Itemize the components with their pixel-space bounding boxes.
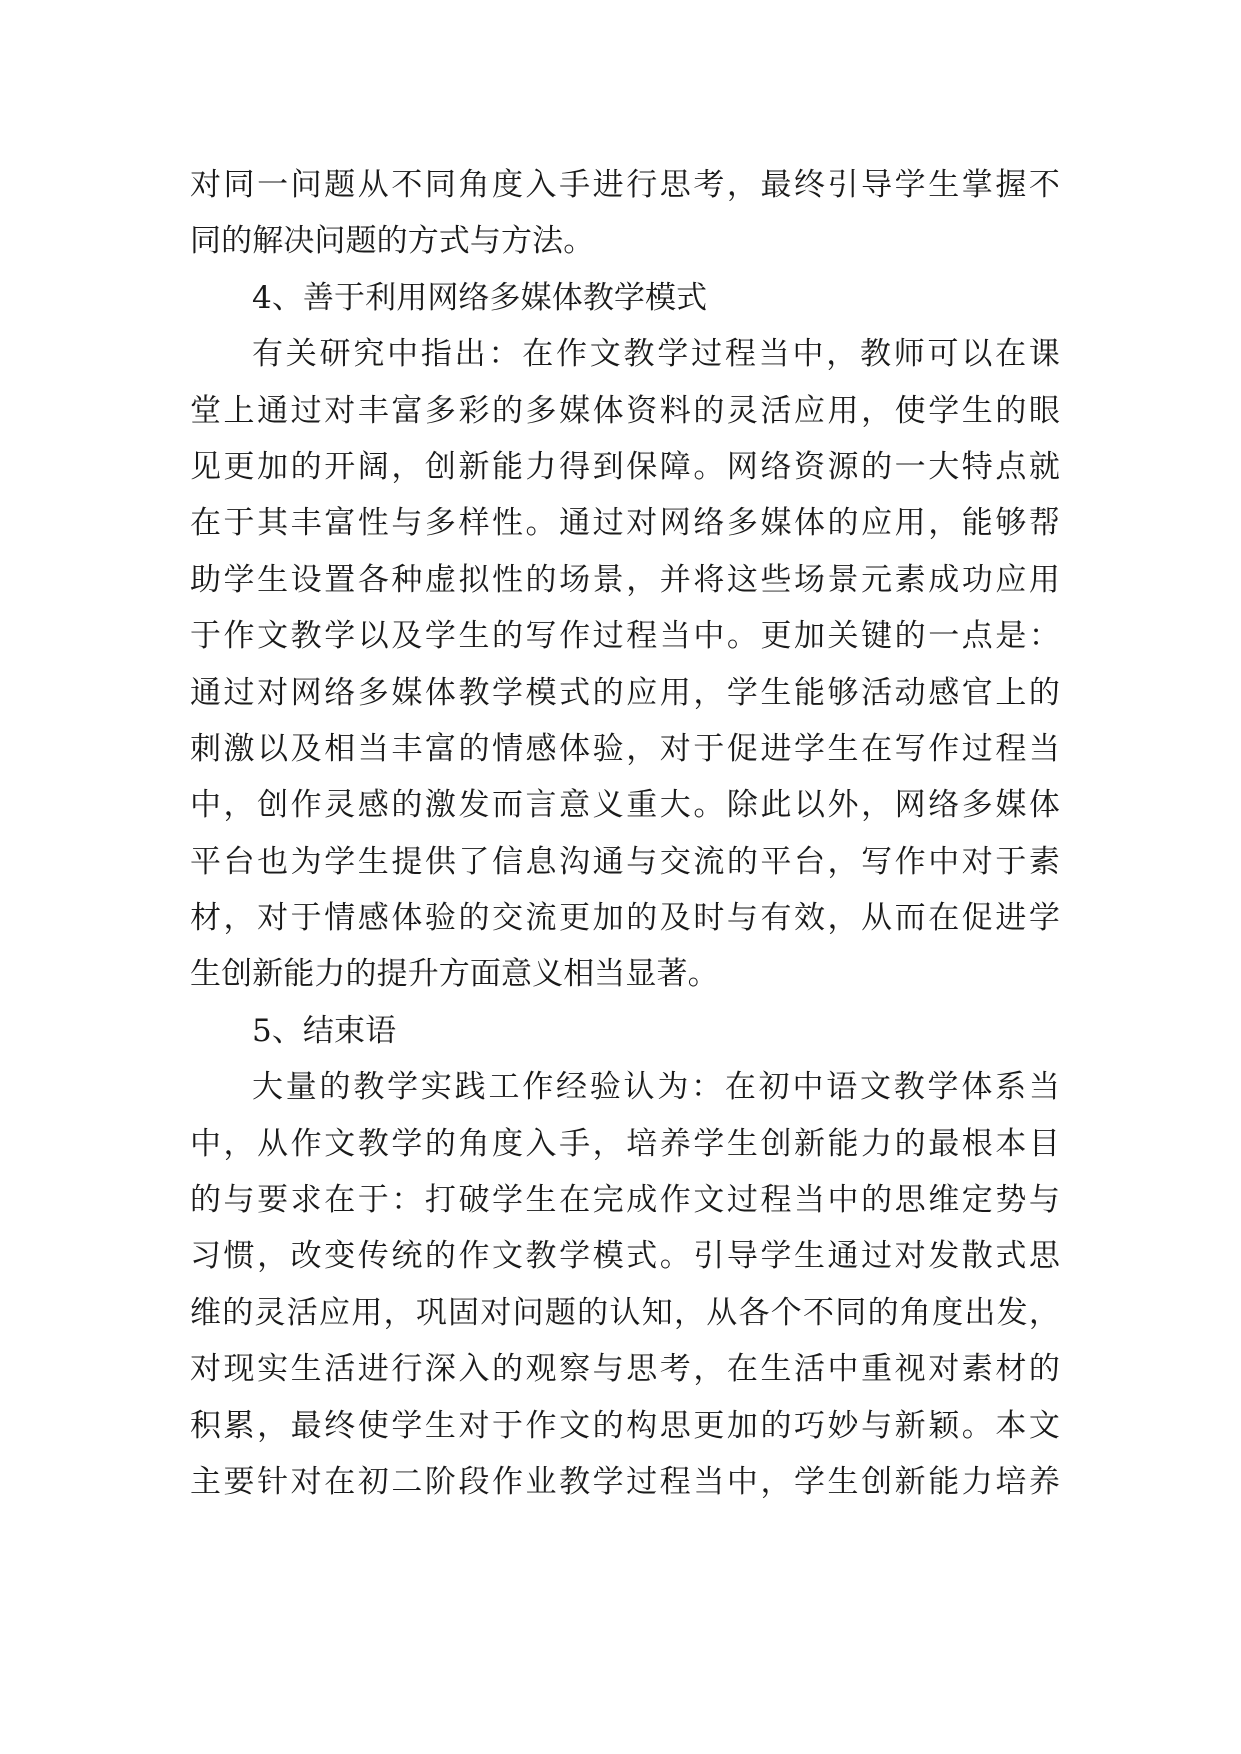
text-line: 材，对于情感体验的交流更加的及时与有效，从而在促进学 (190, 900, 1060, 937)
text-line: 大量的教学实践工作经验认为：在初中语文教学体系当 (252, 1069, 1060, 1106)
text-line: 维的灵活应用，巩固对问题的认知，从各个不同的角度出发， (190, 1294, 1060, 1331)
text-line: 堂上通过对丰富多彩的多媒体资料的灵活应用，使学生的眼 (190, 392, 1060, 429)
text-line: 在于其丰富性与多样性。通过对网络多媒体的应用，能够帮 (190, 505, 1060, 542)
text-line: 通过对网络多媒体教学模式的应用，学生能够活动感官上的 (190, 674, 1060, 711)
text-line: 生创新能力的提升方面意义相当显著。 (190, 956, 719, 993)
section-heading: 4、善于利用网络多媒体教学模式 (252, 279, 708, 316)
text-line: 于作文教学以及学生的写作过程当中。更加关键的一点是： (190, 618, 1060, 655)
text-line: 习惯，改变传统的作文教学模式。引导学生通过对发散式思 (190, 1238, 1060, 1275)
text-line: 同的解决问题的方式与方法。 (190, 223, 595, 260)
text-line: 刺激以及相当丰富的情感体验，对于促进学生在写作过程当 (190, 730, 1060, 767)
text-line: 中，从作文教学的角度入手，培养学生创新能力的最根本目 (190, 1125, 1060, 1162)
text-line: 平台也为学生提供了信息沟通与交流的平台，写作中对于素 (190, 843, 1060, 880)
text-line: 见更加的开阔，创新能力得到保障。网络资源的一大特点就 (190, 448, 1060, 485)
text-line: 对同一问题从不同角度入手进行思考，最终引导学生掌握不 (190, 167, 1060, 203)
section-heading: 5、结束语 (252, 1012, 397, 1049)
text-line: 助学生设置各种虚拟性的场景，并将这些场景元素成功应用 (190, 561, 1060, 598)
text-line: 有关研究中指出：在作文教学过程当中，教师可以在课 (252, 336, 1060, 373)
document-body (190, 157, 1060, 1510)
text-line: 对现实生活进行深入的观察与思考，在生活中重视对素材的 (190, 1351, 1060, 1388)
text-line: 中，创作灵感的激发而言意义重大。除此以外，网络多媒体 (190, 787, 1060, 824)
text-line: 的与要求在于：打破学生在完成作文过程当中的思维定势与 (190, 1182, 1060, 1219)
text-line: 积累，最终使学生对于作文的构思更加的巧妙与新颖。本文 (190, 1407, 1060, 1444)
text-line: 主要针对在初二阶段作业教学过程当中，学生创新能力培养 (190, 1463, 1060, 1500)
